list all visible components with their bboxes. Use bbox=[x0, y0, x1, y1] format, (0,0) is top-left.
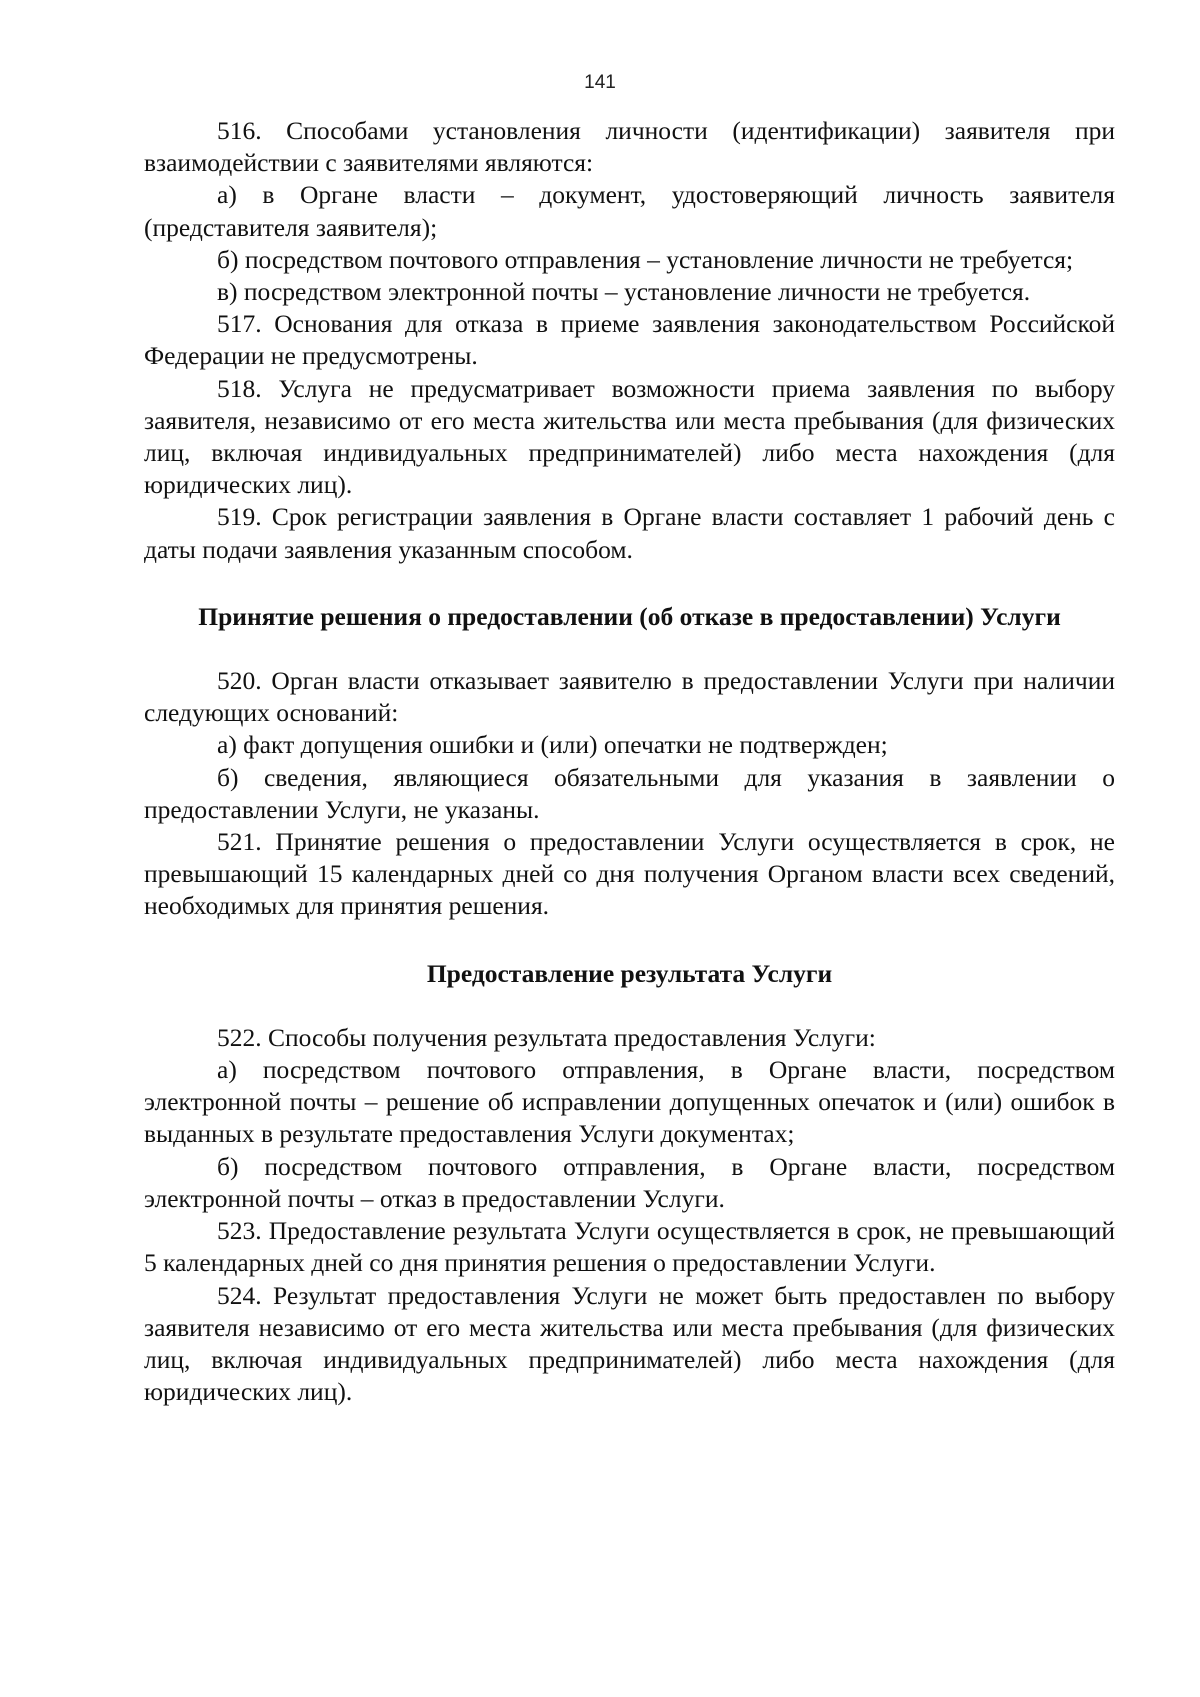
paragraph-516: 516. Способами установления личности (идентификации) заявителя при взаимодействии с заявителями являются: bbox=[144, 116, 1115, 178]
paragraph-520-b: б) сведения, являющиеся обязательными для указания в заявлении о предоставлении Услуги, не указаны. bbox=[144, 762, 1115, 824]
spacer bbox=[144, 633, 1115, 665]
paragraph-518: 518. Услуга не предусматривает возможности приема заявления по выбору заявителя, независимо от его места жительства или места пребывания (для физических лиц, включая индивидуальных предпринимателей) либо места нахождения (для юридических лиц). bbox=[144, 373, 1115, 500]
spacer bbox=[144, 990, 1115, 1022]
paragraph-524: 524. Результат предоставления Услуги не может быть предоставлен по выбору заявителя независимо от его места жительства или места пребывания (для физических лиц, включая индивидуальных предпринимателей) либо места нахождения (для юридических лиц). bbox=[144, 1280, 1115, 1407]
paragraph-522-a: а) посредством почтового отправления, в Органе власти, посредством электронной почты – решение об исправлении допущенных опечаток и (или) ошибок в выданных в результате предоставления Услуги документах; bbox=[144, 1055, 1115, 1149]
paragraph-522-b: б) посредством почтового отправления, в Органе власти, посредством электронной почты – отказ в предоставлении Услуги. bbox=[144, 1151, 1115, 1213]
section-heading-result: Предоставление результата Услуги bbox=[426, 958, 833, 988]
section-decision bbox=[144, 665, 1115, 923]
paragraph-523: 523. Предоставление результата Услуги осуществляется в срок, не превышающий 5 календарных дней со дня принятия решения о предоставлении Услуги. bbox=[144, 1216, 1115, 1278]
paragraph-517: 517. Основания для отказа в приеме заявления законодательством Российской Федерации не предусмотрены. bbox=[144, 309, 1115, 371]
paragraph-516-a: а) в Органе власти – документ, удостоверяющий личность заявителя (представителя заявителя); bbox=[144, 180, 1115, 242]
spacer bbox=[144, 566, 1115, 601]
paragraph-520: 520. Орган власти отказывает заявителю в предоставлении Услуги при наличии следующих оснований: bbox=[144, 666, 1115, 728]
paragraph-522: 522. Способы получения результата предоставления Услуги: bbox=[217, 1022, 876, 1052]
paragraph-516-b: б) посредством почтового отправления – установление личности не требуется; bbox=[217, 244, 1074, 274]
paragraph-521: 521. Принятие решения о предоставлении Услуги осуществляется в срок, не превышающий 15 календарных дней со дня получения Органом власти всех сведений, необходимых для принятия решения. bbox=[144, 827, 1115, 921]
spacer bbox=[144, 923, 1115, 958]
page-number: 141 bbox=[584, 72, 616, 93]
section-identification bbox=[144, 115, 1115, 566]
section-result bbox=[144, 1022, 1115, 1408]
paragraph-516-c: в) посредством электронной почты – установление личности не требуется. bbox=[217, 277, 1031, 307]
paragraph-519: 519. Срок регистрации заявления в Органе власти составляет 1 рабочий день с даты подачи заявления указанным способом. bbox=[144, 502, 1115, 564]
paragraph-520-a: а) факт допущения ошибки и (или) опечатки не подтвержден; bbox=[217, 730, 888, 760]
section-heading-decision: Принятие решения о предоставлении (об отказе в предоставлении) Услуги bbox=[198, 601, 1061, 631]
document-body bbox=[144, 115, 1115, 1408]
